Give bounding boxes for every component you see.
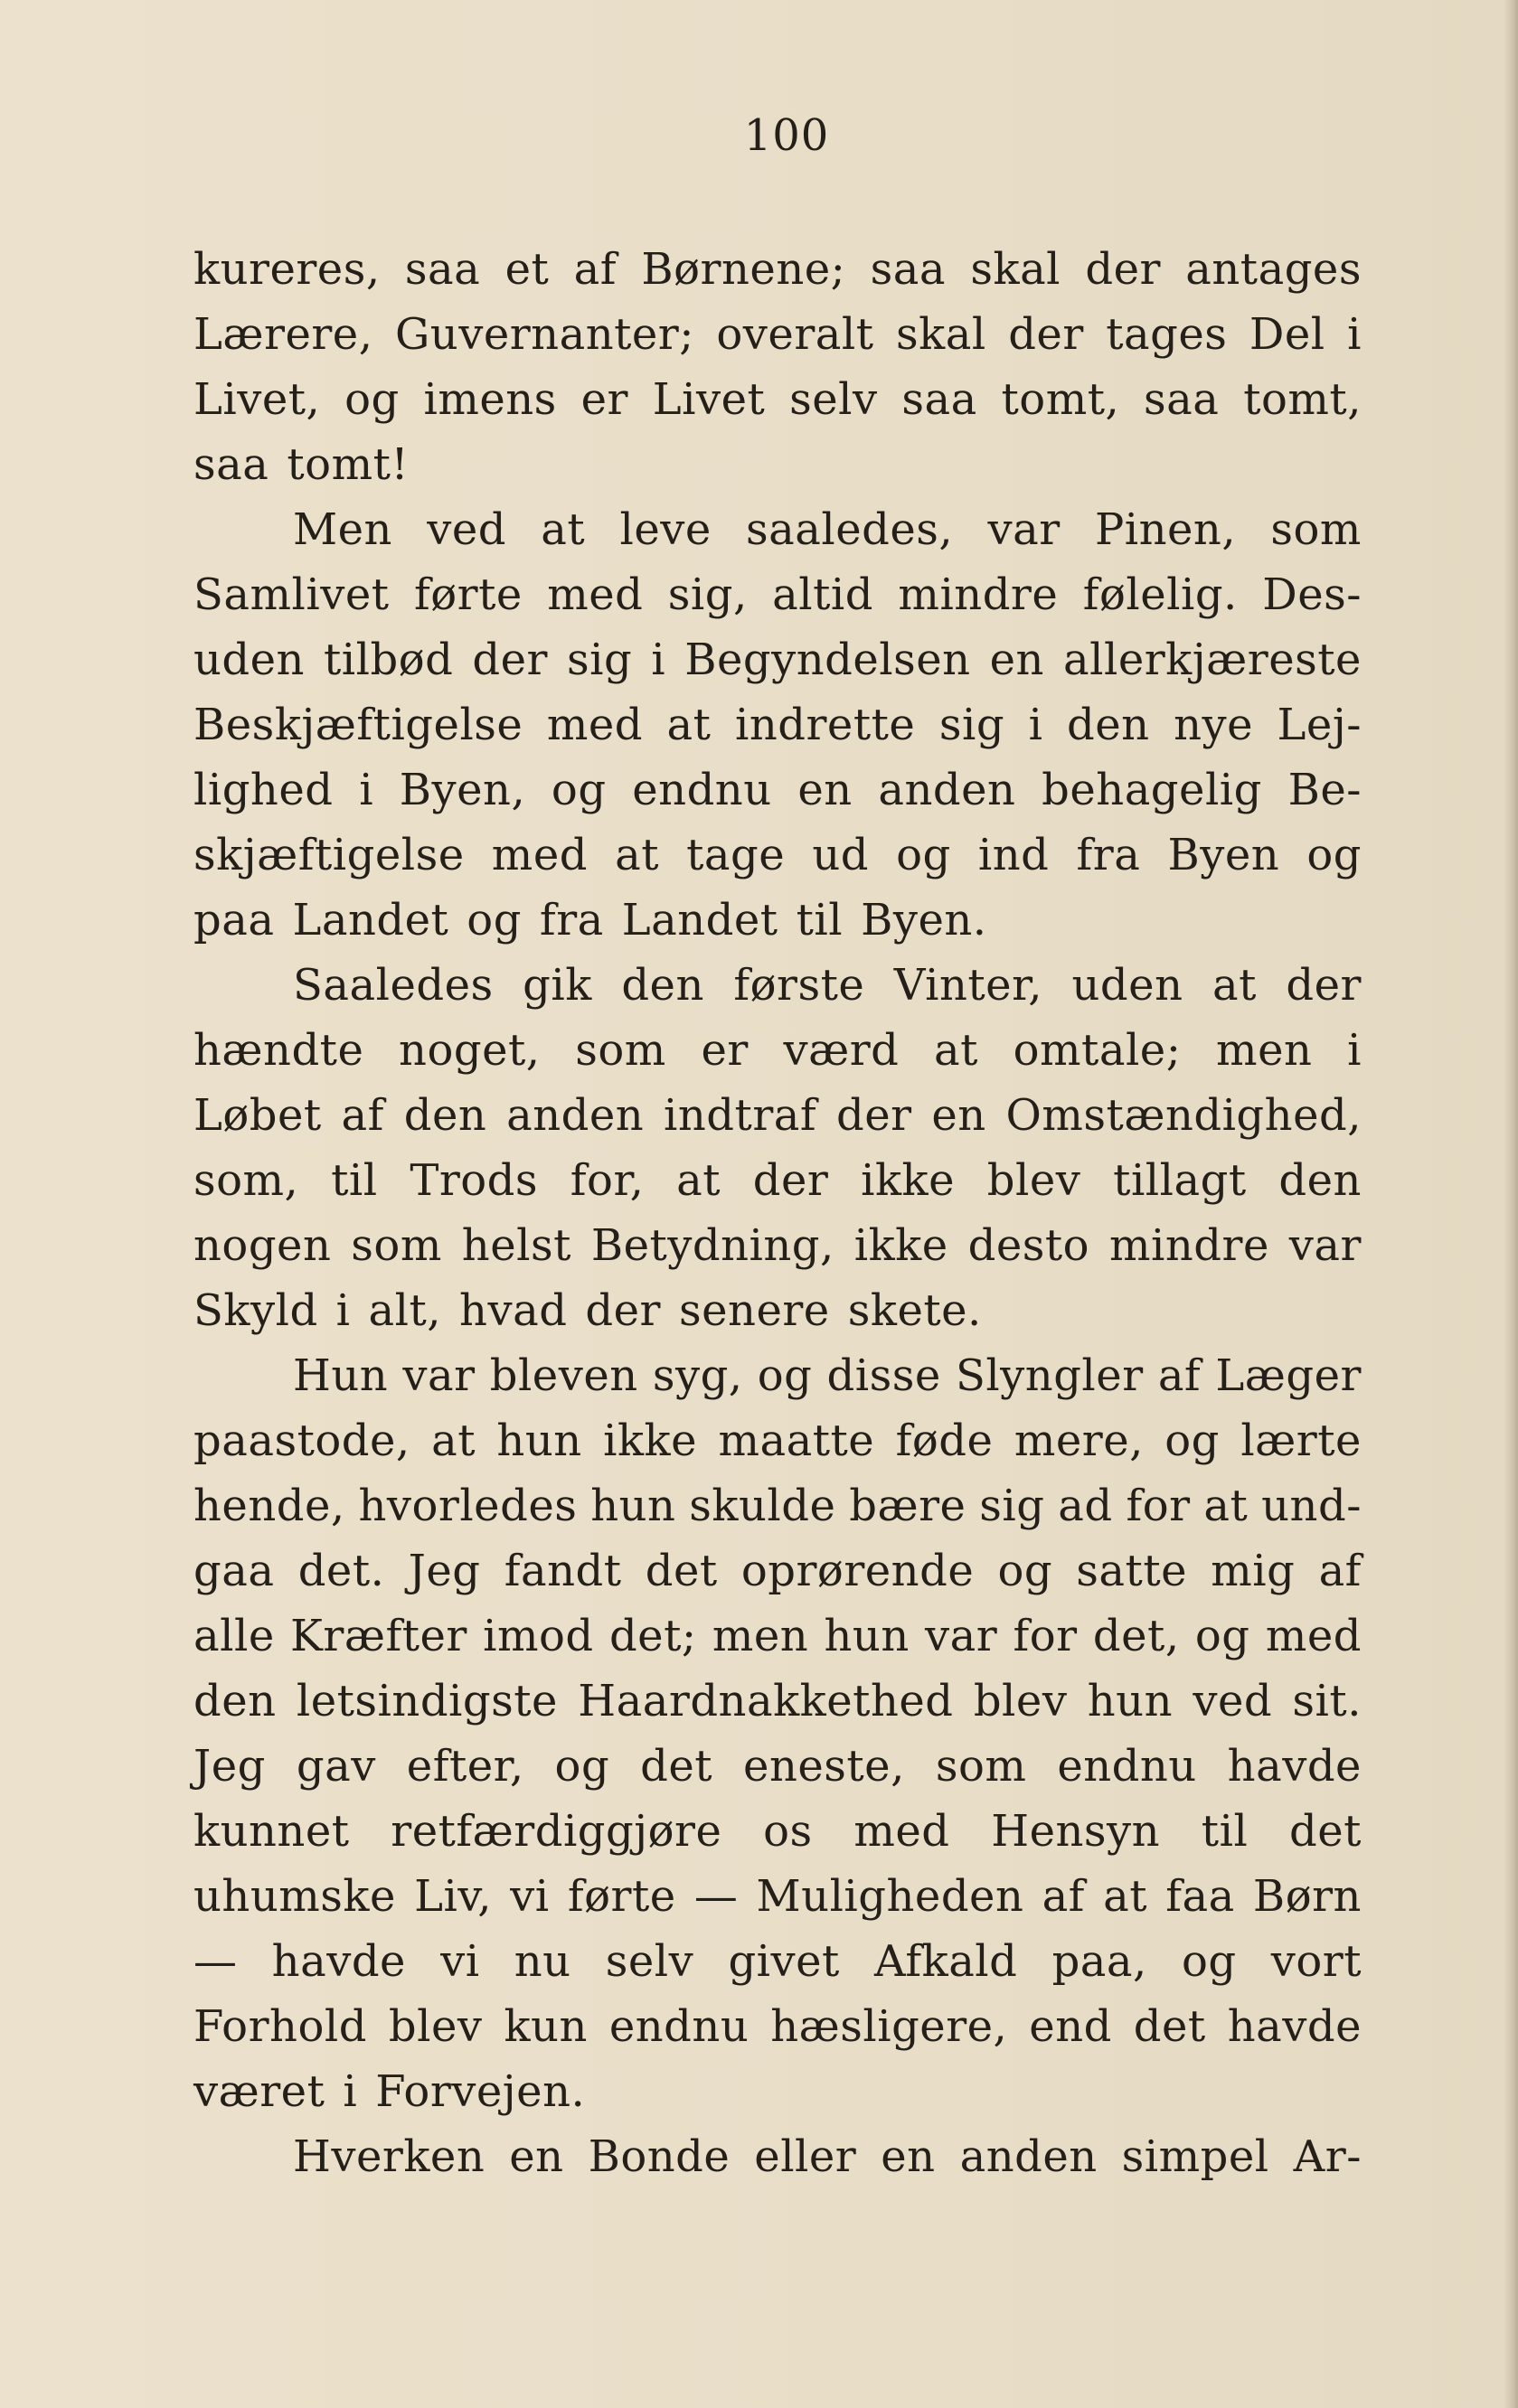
- word: det: [645, 1546, 718, 1596]
- word: det;: [608, 1611, 697, 1661]
- word: givet: [728, 1936, 840, 1987]
- word: Slyngler: [955, 1350, 1144, 1401]
- word: Byen,: [399, 765, 526, 815]
- word: en: [931, 1090, 986, 1141]
- word: lærte: [1240, 1416, 1362, 1466]
- word: var: [925, 1611, 998, 1661]
- word: allerkjæreste: [1063, 635, 1362, 685]
- word: Omstændighed,: [1005, 1090, 1362, 1141]
- text-line: [193, 1669, 1362, 1734]
- word: ved: [427, 504, 506, 555]
- word: alle: [193, 1611, 275, 1661]
- text-line: [193, 1994, 1362, 2059]
- word: det: [1289, 1806, 1362, 1857]
- word: var: [1288, 1220, 1362, 1271]
- word: Livet: [652, 374, 766, 425]
- word: Lærere,: [193, 309, 373, 360]
- word: i: [1347, 1025, 1362, 1076]
- word: den: [1278, 1155, 1362, 1206]
- word: letsindigste: [296, 1676, 558, 1726]
- word: vort: [1270, 1936, 1362, 1987]
- word: tomt,: [1001, 374, 1120, 425]
- text-line: [193, 757, 1362, 823]
- word: Des-: [1262, 569, 1362, 620]
- word: antages: [1185, 244, 1362, 295]
- word: i: [1347, 309, 1362, 360]
- word: Guvernanter;: [394, 309, 694, 360]
- word: første: [733, 960, 865, 1011]
- word: satte: [1076, 1546, 1188, 1596]
- word: et: [504, 244, 550, 295]
- word: og: [551, 765, 607, 815]
- word: skjæftigelse: [193, 830, 465, 880]
- word: en: [881, 2131, 936, 2182]
- word: skal: [896, 309, 986, 360]
- word: været: [193, 2066, 325, 2117]
- text-line: [193, 1213, 1362, 1278]
- word: fandt: [504, 1546, 622, 1596]
- word: Bonde: [588, 2131, 731, 2182]
- word: for: [1126, 1481, 1191, 1531]
- word: tages: [1106, 309, 1228, 360]
- word: mig: [1211, 1546, 1296, 1596]
- word: med: [853, 1806, 950, 1857]
- word: —: [193, 1936, 238, 1987]
- word: Forvejen.: [375, 2066, 586, 2117]
- text-line: [193, 1604, 1362, 1669]
- word: det,: [1092, 1611, 1180, 1661]
- word: det.: [297, 1546, 385, 1596]
- word: saa: [193, 439, 269, 490]
- word: Byen: [1167, 830, 1280, 880]
- word: faa: [1165, 1871, 1235, 1922]
- word: anden: [959, 2131, 1098, 2182]
- word: Hverken: [293, 2131, 486, 2182]
- word: saaledes,: [746, 504, 954, 555]
- word: og: [1194, 1611, 1250, 1661]
- text-line: [193, 562, 1362, 627]
- word: det: [1133, 2001, 1206, 2052]
- word: lighed: [193, 765, 334, 815]
- word: mindre: [898, 569, 1059, 620]
- word: kunnet: [193, 1806, 350, 1857]
- word: Lej-: [1277, 700, 1362, 750]
- text-line: [193, 1538, 1362, 1604]
- word: nu: [514, 1936, 571, 1987]
- word: som: [1270, 504, 1362, 555]
- word: med: [547, 569, 644, 620]
- word: som,: [193, 1155, 299, 1206]
- word: er: [701, 1025, 749, 1076]
- word: kun: [504, 2001, 588, 2052]
- word: og: [1164, 1416, 1220, 1466]
- word: saa: [404, 244, 481, 295]
- word: i: [651, 635, 666, 685]
- word: vi: [440, 1936, 480, 1987]
- word: i: [1028, 700, 1043, 750]
- word: efter,: [406, 1741, 524, 1792]
- word: omtale;: [1013, 1025, 1182, 1076]
- word: tillagt: [1113, 1155, 1247, 1206]
- word: der: [1286, 960, 1362, 1011]
- word: en: [509, 2131, 564, 2182]
- word: sit.: [1292, 1676, 1362, 1726]
- word: oprørende: [740, 1546, 975, 1596]
- text-line: [193, 1408, 1362, 1473]
- word: saa: [870, 244, 947, 295]
- word: anden: [506, 1090, 645, 1141]
- word: selv: [605, 1936, 694, 1987]
- word: tilbød: [324, 635, 454, 685]
- word: tomt,: [1243, 374, 1362, 425]
- word: os: [763, 1806, 813, 1857]
- word: indrette: [734, 700, 916, 750]
- word: af: [573, 244, 618, 295]
- word: hæsligere,: [770, 2001, 1008, 2052]
- word: Børnene;: [641, 244, 846, 295]
- word: for: [1013, 1611, 1078, 1661]
- word: at: [666, 700, 712, 750]
- word: ikke: [861, 1155, 956, 1206]
- word: Kræfter: [290, 1611, 467, 1661]
- word: bleven: [489, 1350, 638, 1401]
- text-line: [193, 888, 1362, 953]
- word: desto: [967, 1220, 1090, 1271]
- word: Muligheden: [756, 1871, 1024, 1922]
- word: tage: [686, 830, 786, 880]
- word: Begyndelsen: [684, 635, 971, 685]
- word: Haardnakkethed: [578, 1676, 954, 1726]
- word: Del: [1249, 309, 1325, 360]
- word: i: [343, 2066, 358, 2117]
- word: og: [1181, 1936, 1237, 1987]
- word: havde: [271, 1936, 406, 1987]
- word: alt,: [368, 1285, 442, 1336]
- word: Hensyn: [991, 1806, 1161, 1857]
- word: hvad: [459, 1285, 568, 1336]
- word: at: [1203, 1481, 1249, 1531]
- text-line: [193, 692, 1362, 757]
- word: føde: [895, 1416, 994, 1466]
- word: havde: [1227, 2001, 1362, 2052]
- word: syg,: [652, 1350, 743, 1401]
- text-line: [193, 237, 1362, 302]
- word: Landet: [621, 895, 778, 945]
- word: vi: [510, 1871, 550, 1922]
- word: indtraf: [664, 1090, 817, 1141]
- word: nye: [1174, 700, 1253, 750]
- word: at: [1212, 960, 1257, 1011]
- body-text: [193, 237, 1362, 2189]
- word: helst: [461, 1220, 571, 1271]
- text-line: [193, 1864, 1362, 1929]
- word: paastode,: [193, 1416, 410, 1466]
- text-line: [193, 497, 1362, 562]
- word: anden: [878, 765, 1016, 815]
- word: en: [989, 635, 1044, 685]
- text-line: [193, 302, 1362, 367]
- word: eneste,: [743, 1741, 905, 1792]
- word: Børn: [1252, 1871, 1362, 1922]
- word: hvorledes: [358, 1481, 578, 1531]
- word: men: [712, 1611, 809, 1661]
- word: hun: [590, 1481, 676, 1531]
- text-line: [193, 823, 1362, 888]
- word: gaa: [193, 1546, 275, 1596]
- word: Byen.: [861, 895, 987, 945]
- word: uden: [1071, 960, 1183, 1011]
- text-line: [193, 627, 1362, 692]
- word: og: [1306, 830, 1362, 880]
- word: Liv,: [414, 1871, 492, 1922]
- word: Jeg: [408, 1546, 481, 1596]
- word: og: [467, 895, 522, 945]
- word: blev: [388, 2001, 483, 2052]
- word: eller: [754, 2131, 857, 2182]
- word: førte: [413, 569, 523, 620]
- word: end: [1029, 2001, 1112, 2052]
- word: til: [331, 1155, 378, 1206]
- word: Løbet: [193, 1090, 322, 1141]
- page-edge-shadow: [1504, 0, 1518, 2408]
- text-line: [193, 367, 1362, 432]
- word: paa,: [1051, 1936, 1147, 1987]
- word: til: [796, 895, 844, 945]
- word: ad: [1058, 1481, 1113, 1531]
- word: sig,: [667, 569, 748, 620]
- word: Læger: [1215, 1350, 1362, 1401]
- word: og: [757, 1350, 813, 1401]
- word: sig: [567, 635, 633, 685]
- word: behagelig: [1042, 765, 1262, 815]
- word: Jeg: [193, 1741, 266, 1792]
- word: Beskjæftigelse: [193, 700, 523, 750]
- text-line: [193, 432, 1362, 497]
- word: saa: [1144, 374, 1220, 425]
- page-number: 100: [743, 110, 830, 161]
- word: skal: [970, 244, 1061, 295]
- word: selv: [789, 374, 878, 425]
- word: imens: [423, 374, 557, 425]
- word: men: [1216, 1025, 1313, 1076]
- word: simpel: [1121, 2131, 1269, 2182]
- word: var: [402, 1350, 476, 1401]
- text-line: [193, 1278, 1362, 1343]
- word: havde: [1227, 1741, 1362, 1792]
- word: som: [351, 1220, 442, 1271]
- word: Saaledes: [293, 960, 494, 1011]
- word: mere,: [1014, 1416, 1144, 1466]
- word: hun: [1087, 1676, 1174, 1726]
- text-line: [193, 953, 1362, 1018]
- word: og: [554, 1741, 610, 1792]
- word: Forhold: [193, 2001, 367, 2052]
- word: Trods: [410, 1155, 539, 1206]
- word: Pinen,: [1094, 504, 1237, 555]
- word: følelig.: [1082, 569, 1238, 620]
- word: Landet: [292, 895, 449, 945]
- word: der: [585, 1285, 661, 1336]
- word: endnu: [608, 2001, 750, 2052]
- word: med: [546, 700, 644, 750]
- word: der: [1085, 244, 1161, 295]
- word: retfærdiggjøre: [391, 1806, 722, 1857]
- word: blev: [986, 1155, 1081, 1206]
- word: altid: [772, 569, 873, 620]
- word: der: [472, 635, 548, 685]
- word: af: [1157, 1350, 1202, 1401]
- text-line: [193, 1343, 1362, 1408]
- word: fra: [1076, 830, 1141, 880]
- word: den: [621, 960, 704, 1011]
- word: hun: [824, 1611, 910, 1661]
- text-line: [193, 1018, 1362, 1083]
- word: Ar-: [1293, 2131, 1362, 2182]
- word: og: [997, 1546, 1053, 1596]
- word: at: [541, 504, 586, 555]
- word: den: [193, 1676, 277, 1726]
- word: der: [752, 1155, 829, 1206]
- word: saa: [901, 374, 977, 425]
- word: Men: [293, 504, 392, 555]
- word: blev: [973, 1676, 1068, 1726]
- word: Betydning,: [590, 1220, 834, 1271]
- word: at: [934, 1025, 978, 1076]
- word: Be-: [1287, 765, 1362, 815]
- word: sig: [979, 1481, 1045, 1531]
- word: hende,: [193, 1481, 345, 1531]
- word: den: [1066, 700, 1150, 750]
- word: er: [580, 374, 628, 425]
- word: og: [896, 830, 951, 880]
- word: der: [1008, 309, 1084, 360]
- word: at: [676, 1155, 721, 1206]
- text-line: [193, 1083, 1362, 1148]
- word: i: [359, 765, 374, 815]
- word: værd: [783, 1025, 900, 1076]
- word: med: [1265, 1611, 1362, 1661]
- word: sig: [938, 700, 1005, 750]
- text-line: [193, 2124, 1362, 2189]
- text-line: [193, 1734, 1362, 1799]
- word: der: [835, 1090, 912, 1141]
- word: ind: [977, 830, 1050, 880]
- word: det: [640, 1741, 713, 1792]
- word: mindre: [1109, 1220, 1269, 1271]
- word: Hun: [293, 1350, 389, 1401]
- word: af: [1042, 1871, 1085, 1922]
- word: at: [615, 830, 659, 880]
- text-line: [193, 1148, 1362, 1213]
- word: hun: [496, 1416, 582, 1466]
- word: endnu: [1057, 1741, 1197, 1792]
- word: Skyld: [193, 1285, 318, 1336]
- word: som: [575, 1025, 666, 1076]
- word: skulde: [689, 1481, 836, 1531]
- word: førte: [567, 1871, 676, 1922]
- word: i: [335, 1285, 351, 1336]
- word: tomt!: [287, 439, 410, 490]
- word: ikke: [603, 1416, 698, 1466]
- word: den: [403, 1090, 487, 1141]
- text-line: [193, 2059, 1362, 2124]
- word: nogen: [193, 1220, 332, 1271]
- word: Afkald: [874, 1936, 1018, 1987]
- word: til: [1201, 1806, 1249, 1857]
- word: —: [693, 1871, 739, 1922]
- word: und-: [1261, 1481, 1362, 1531]
- word: ved: [1193, 1676, 1273, 1726]
- word: af: [341, 1090, 384, 1141]
- word: uhumske: [193, 1871, 396, 1922]
- word: leve: [619, 504, 712, 555]
- word: gav: [296, 1741, 376, 1792]
- word: paa: [193, 895, 275, 945]
- word: senere: [679, 1285, 830, 1336]
- word: gik: [523, 960, 592, 1011]
- word: maatte: [718, 1416, 875, 1466]
- word: disse: [826, 1350, 941, 1401]
- word: og: [344, 374, 400, 425]
- word: bære: [849, 1481, 966, 1531]
- word: var: [987, 504, 1061, 555]
- word: ud: [812, 830, 869, 880]
- word: hændte: [193, 1025, 364, 1076]
- word: imod: [483, 1611, 594, 1661]
- text-line: [193, 1799, 1362, 1864]
- word: at: [431, 1416, 476, 1466]
- word: endnu: [632, 765, 772, 815]
- word: fra: [539, 895, 604, 945]
- text-line: [193, 1929, 1362, 1994]
- word: som: [935, 1741, 1027, 1792]
- word: Samlivet: [193, 569, 390, 620]
- word: ikke: [853, 1220, 948, 1271]
- word: en: [797, 765, 853, 815]
- word: at: [1103, 1871, 1148, 1922]
- word: overalt: [716, 309, 874, 360]
- word: Vinter,: [893, 960, 1043, 1011]
- word: noget,: [399, 1025, 541, 1076]
- word: af: [1318, 1546, 1362, 1596]
- text-line: [193, 1473, 1362, 1538]
- word: skete.: [847, 1285, 982, 1336]
- word: Livet,: [193, 374, 321, 425]
- word: for,: [570, 1155, 645, 1206]
- word: uden: [193, 635, 305, 685]
- word: kureres,: [193, 244, 381, 295]
- word: med: [491, 830, 588, 880]
